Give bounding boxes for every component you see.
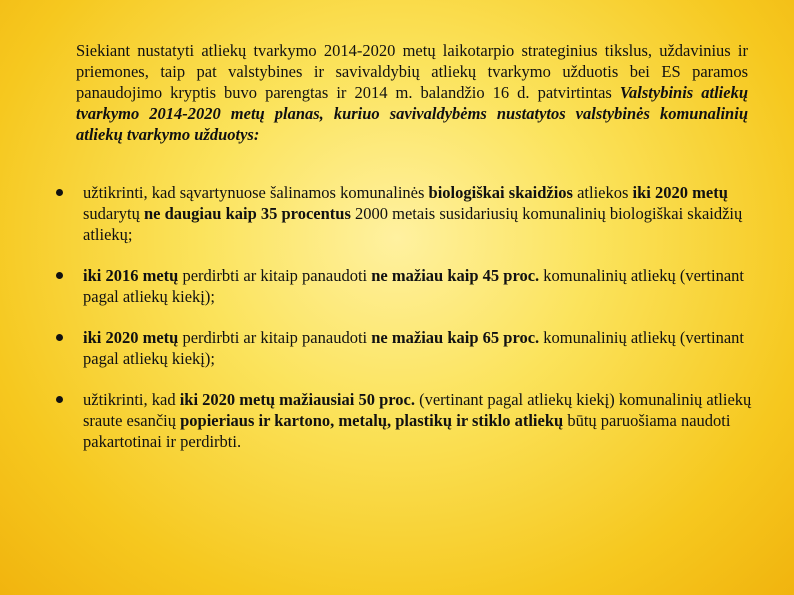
- bold-segment: biologiškai skaidžios: [428, 183, 573, 202]
- bold-segment: ne daugiau kaip 35 procentus: [143, 204, 351, 223]
- bullet-icon: [56, 396, 63, 403]
- bold-segment: ne mažiau kaip 65 proc.: [371, 328, 540, 347]
- text-segment: būtų paruošiama naudoti pakartotinai ir perdirbti.: [83, 411, 731, 451]
- text-segment: komunalinių atliekų (vertinant pagal atliekų kiekį);: [83, 328, 744, 368]
- bold-segment: popieriaus ir kartono, metalų, plastikų ir stiklo atliekų: [180, 411, 564, 430]
- text-segment: perdirbti ar kitaip panaudoti: [178, 266, 372, 285]
- text-segment: komunalinių atliekų (vertinant pagal atliekų kiekį);: [83, 266, 744, 306]
- task-item-text: [83, 327, 756, 369]
- text-segment: perdirbti ar kitaip panaudoti: [178, 328, 372, 347]
- task-item: [56, 389, 756, 452]
- bold-segment: iki 2016 metų: [83, 266, 179, 285]
- intro-emphasis: Valstybinis atliekų tvarkymo 2014-2020 metų planas, kuriuo savivaldybėms nustatytos valstybinės komunalinių atliekų tvarkymo užduotys:: [76, 83, 749, 144]
- bold-segment: iki 2020 metų mažiausiai 50 proc.: [179, 390, 415, 409]
- task-item: [56, 265, 756, 307]
- intro-text: Siekiant nustatyti atliekų tvarkymo 2014-2020 metų laikotarpio strateginius tikslus, uždavinius ir priemones, taip pat valstybines ir savivaldybių atliekų tvarkymo užduotis bei ES paramos panaudojimo kryptis buvo parengtas ir 2014 m. balandžio 16 d. patvirtintas: [76, 41, 748, 102]
- task-item-text: [83, 389, 756, 452]
- task-list: [56, 182, 756, 452]
- text-segment: 2000 metais susidariusių komunalinių biologiškai skaidžių atliekų;: [83, 204, 743, 244]
- task-item-text: [83, 182, 756, 245]
- bold-segment: iki 2020 metų: [83, 328, 179, 347]
- intro-paragraph: [76, 40, 748, 145]
- task-item: [56, 327, 756, 369]
- bold-segment: ne mažiau kaip 45 proc.: [371, 266, 540, 285]
- text-segment: užtikrinti, kad: [83, 390, 180, 409]
- text-segment: sudarytų: [83, 204, 144, 223]
- text-segment: užtikrinti, kad sąvartynuose šalinamos komunalinės: [83, 183, 429, 202]
- task-item-text: [83, 265, 756, 307]
- text-segment: (vertinant pagal atliekų kiekį) komunalinių atliekų sraute esančių: [83, 390, 752, 430]
- bullet-icon: [56, 272, 63, 279]
- bold-segment: iki 2020 metų: [632, 183, 728, 202]
- task-item: [56, 182, 756, 245]
- text-segment: atliekos: [572, 183, 633, 202]
- bullet-icon: [56, 334, 63, 341]
- bullet-icon: [56, 189, 63, 196]
